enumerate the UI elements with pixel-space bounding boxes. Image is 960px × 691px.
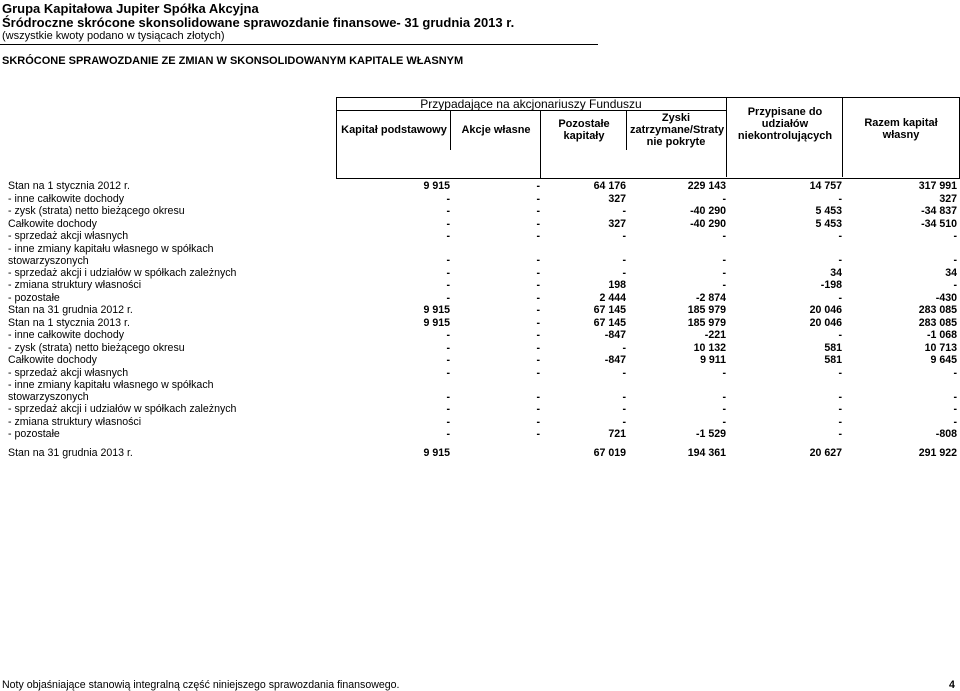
row-value: -2 874 (695, 291, 726, 304)
table-row (8, 230, 960, 243)
row-value: - (838, 254, 842, 266)
row-value: 9 915 (423, 180, 450, 192)
row-value: - (722, 254, 726, 266)
header-underline (0, 44, 598, 45)
row-value: - (446, 366, 450, 379)
row-label: - pozostałe (8, 291, 60, 304)
table-row (8, 342, 960, 355)
col-header-pozostale: Pozostałe kapitały (558, 118, 610, 142)
row-value: - (622, 254, 626, 266)
row-value: 185 979 (687, 316, 726, 329)
row-value: 194 361 (687, 446, 726, 459)
table-row (8, 292, 960, 305)
column-header-divider (540, 150, 541, 178)
row-value: - (446, 192, 450, 205)
row-value: - (722, 403, 726, 415)
row-value: 5 453 (815, 205, 842, 217)
row-value: - (953, 366, 957, 379)
row-value: - (446, 354, 450, 366)
row-value: - (622, 415, 626, 428)
row-value: 10 713 (924, 341, 957, 354)
row-value: -847 (604, 329, 626, 341)
row-label: - sprzedaż akcji i udziałów w spółkach zależnych (8, 266, 237, 279)
row-value: - (536, 329, 540, 341)
row-value: - (536, 205, 540, 217)
row-value: - (838, 329, 842, 341)
row-value: - (838, 390, 842, 403)
row-value: - (446, 279, 450, 291)
vsep-4 (726, 97, 727, 177)
row-value: - (953, 415, 957, 428)
row-value: - (536, 354, 540, 366)
row-value: 14 757 (809, 180, 842, 192)
table-row (8, 279, 960, 292)
row-value: -221 (704, 329, 726, 341)
row-value: - (446, 266, 450, 279)
row-label: Stan na 31 grudnia 2012 r. (8, 304, 133, 316)
row-value: - (722, 192, 726, 205)
row-value: 185 979 (687, 304, 726, 316)
page-number: 4 (949, 679, 955, 691)
row-value: - (622, 366, 626, 379)
company-title: Grupa Kapitałowa Jupiter Spółka Akcyjna (2, 1, 259, 16)
row-label: - zmiana struktury własności (8, 279, 142, 291)
row-value: - (622, 403, 626, 415)
table-row (8, 180, 960, 193)
row-value: -808 (935, 428, 957, 440)
row-value: 5 453 (815, 217, 842, 230)
row-label: - sprzedaż akcji własnych (8, 366, 129, 379)
vsep-3 (626, 110, 627, 150)
table-row (8, 304, 960, 317)
row-value: 67 145 (593, 304, 626, 316)
row-value: - (838, 230, 842, 242)
group-header: Przypadające na akcjonariuszy Funduszu (420, 97, 642, 111)
row-value: 20 627 (809, 446, 842, 459)
table-row (8, 205, 960, 218)
row-value: - (838, 291, 842, 304)
row-value: - (722, 390, 726, 403)
row-label: - zysk (strata) netto bieżącego okresu (8, 341, 185, 354)
table-row (8, 317, 960, 330)
row-value: - (838, 415, 842, 428)
row-value: -34 837 (921, 205, 957, 217)
col-header-kapital: Kapitał podstawowy (341, 124, 447, 136)
row-value: - (838, 366, 842, 379)
row-value: - (536, 291, 540, 304)
row-value: - (953, 230, 957, 242)
row-value: - (722, 366, 726, 379)
report-title: Śródroczne skrócone skonsolidowane sprawozdanie finansowe- 31 grudnia 2013 r. (2, 15, 515, 30)
row-value: - (953, 403, 957, 415)
row-value: - (953, 279, 957, 291)
row-value: - (622, 266, 626, 279)
row-value: 229 143 (687, 180, 726, 192)
row-value: 67 145 (593, 316, 626, 329)
row-value: 581 (824, 354, 842, 366)
table-row (8, 193, 960, 206)
row-value: 67 019 (593, 446, 626, 459)
row-value: 2 444 (599, 291, 626, 304)
row-value: - (446, 390, 450, 403)
row-value: - (536, 403, 540, 415)
row-value: - (536, 366, 540, 379)
row-value: - (446, 329, 450, 341)
row-value: - (622, 341, 626, 354)
row-label: Stan na 31 grudnia 2013 r. (8, 446, 133, 459)
row-value: - (953, 254, 957, 266)
row-value: - (838, 428, 842, 440)
row-value: - (622, 390, 626, 403)
row-value: 327 (939, 192, 957, 205)
table-row (8, 403, 960, 416)
col-header-zyski: Zyski zatrzymane/Straty nie pokryte (630, 112, 725, 148)
row-value: - (446, 217, 450, 230)
row-value: -40 290 (690, 205, 726, 217)
row-value: 721 (608, 428, 626, 440)
row-value: 20 046 (809, 316, 842, 329)
row-value: 10 132 (693, 341, 726, 354)
row-value: -40 290 (690, 217, 726, 230)
row-value: 317 991 (918, 180, 957, 192)
row-value: - (536, 217, 540, 230)
row-value: - (536, 266, 540, 279)
row-value: 291 922 (918, 446, 957, 459)
row-label: - zysk (strata) netto bieżącego okresu (8, 205, 185, 217)
row-value: 198 (608, 279, 626, 291)
row-value: - (536, 341, 540, 354)
vsep-1 (450, 110, 451, 150)
row-value: - (536, 279, 540, 291)
row-value: - (953, 390, 957, 403)
row-value: 9 915 (423, 316, 450, 329)
footer-note: Noty objaśniające stanowią integralną część niniejszego sprawozdania finansowego. (2, 679, 400, 691)
table-row (8, 243, 960, 267)
row-value: 283 085 (918, 316, 957, 329)
table-row (8, 379, 960, 403)
row-value: -34 510 (921, 217, 957, 230)
table-row (8, 354, 960, 367)
equity-table-body (8, 180, 960, 459)
row-value: - (446, 291, 450, 304)
row-value: -430 (935, 291, 957, 304)
row-value: - (722, 415, 726, 428)
row-label: - inne całkowite dochody (8, 329, 125, 341)
row-value: - (536, 316, 540, 329)
row-value: 20 046 (809, 304, 842, 316)
row-label: - sprzedaż akcji własnych (8, 230, 129, 242)
col-header-akcje: Akcje własne (461, 124, 531, 136)
row-value: - (536, 254, 540, 266)
table-row (8, 267, 960, 280)
row-value: - (446, 403, 450, 415)
row-value: - (446, 341, 450, 354)
row-value: -1 068 (926, 329, 957, 341)
row-label: Stan na 1 stycznia 2012 r. (8, 180, 130, 192)
row-label: Stan na 1 stycznia 2013 r. (8, 316, 130, 329)
row-value: -198 (820, 279, 842, 291)
row-value: 9 911 (700, 354, 726, 366)
row-value: 327 (608, 217, 626, 230)
row-value: - (536, 428, 540, 440)
row-value: - (722, 230, 726, 242)
row-label: - zmiana struktury własności (8, 415, 142, 428)
row-label: - pozostałe (8, 428, 60, 440)
row-value: - (446, 428, 450, 440)
row-value: - (722, 279, 726, 291)
row-value: - (446, 254, 450, 266)
table-row (8, 218, 960, 231)
table-row (8, 416, 960, 429)
row-value: - (536, 304, 540, 316)
row-value: 9 915 (423, 446, 450, 459)
row-value: - (536, 415, 540, 428)
col-header-razem: Razem kapitał własny (864, 117, 938, 141)
row-value: 327 (608, 192, 626, 205)
row-value: 34 (830, 266, 842, 279)
row-value: - (536, 180, 540, 192)
row-value: - (446, 205, 450, 217)
row-value: 283 085 (918, 304, 957, 316)
table-row (8, 428, 960, 441)
row-label: Całkowite dochody (8, 354, 97, 366)
row-value: - (622, 230, 626, 242)
section-title: SKRÓCONE SPRAWOZDANIE ZE ZMIAN W SKONSOLIDOWANYM KAPITALE WŁASNYM (2, 55, 464, 67)
row-value: 9 645 (930, 354, 957, 366)
row-value: -1 529 (695, 428, 726, 440)
row-value: 581 (824, 341, 842, 354)
col-header-niekontrolujace: Przypisane do udziałów niekontrolujących (737, 106, 833, 142)
row-label: - inne zmiany kapitału własnego w spółkach stowarzyszonych (8, 242, 214, 267)
row-label: - inne całkowite dochody (8, 192, 125, 205)
amounts-note: (wszystkie kwoty podano w tysiącach złotych) (2, 30, 225, 42)
vsep-2 (540, 110, 541, 150)
row-value: - (536, 192, 540, 205)
row-value: 64 176 (593, 180, 626, 192)
table-row (8, 329, 960, 342)
row-value: - (536, 230, 540, 242)
row-value: -847 (604, 354, 626, 366)
vsep-5 (842, 97, 843, 177)
row-label: - inne zmiany kapitału własnego w spółkach stowarzyszonych (8, 379, 214, 403)
row-value: - (722, 266, 726, 279)
row-value: - (446, 230, 450, 242)
row-label: - sprzedaż akcji i udziałów w spółkach zależnych (8, 403, 237, 415)
row-value: 34 (945, 266, 957, 279)
row-value: - (838, 403, 842, 415)
row-value: 9 915 (423, 304, 450, 316)
table-row (8, 447, 960, 460)
row-value: - (622, 205, 626, 217)
row-label: Całkowite dochody (8, 217, 97, 230)
row-value: - (536, 390, 540, 403)
row-value: - (446, 415, 450, 428)
row-value: - (838, 192, 842, 205)
table-row (8, 367, 960, 380)
